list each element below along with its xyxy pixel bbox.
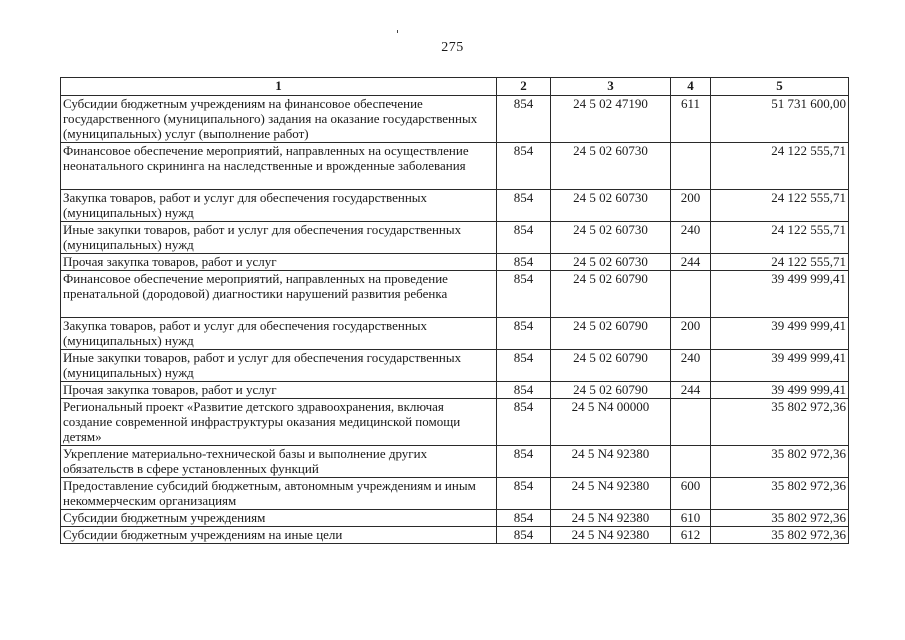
column-header-amount: 5 — [711, 78, 849, 96]
row-target-article-cell: 24 5 02 60790 — [551, 318, 671, 350]
row-amount-cell: 35 802 972,36 — [711, 399, 849, 446]
row-expense-type-cell: 240 — [671, 350, 711, 382]
row-amount-cell: 39 499 999,41 — [711, 382, 849, 399]
row-target-article-cell: 24 5 N4 00000 — [551, 399, 671, 446]
table-row — [61, 382, 849, 399]
column-header-name: 1 — [61, 78, 497, 96]
row-target-article-cell: 24 5 02 60730 — [551, 143, 671, 190]
row-department-cell: 854 — [497, 399, 551, 446]
table-row — [61, 399, 849, 446]
row-target-article-cell: 24 5 N4 92380 — [551, 478, 671, 510]
row-department-cell: 854 — [497, 478, 551, 510]
row-amount-cell: 39 499 999,41 — [711, 318, 849, 350]
table-row — [61, 446, 849, 478]
row-expense-type-cell — [671, 446, 711, 478]
row-expense-type-cell: 611 — [671, 96, 711, 143]
row-name-cell: Субсидии бюджетным учреждениям — [61, 510, 497, 527]
row-amount-cell: 51 731 600,00 — [711, 96, 849, 143]
budget-table — [60, 77, 849, 544]
row-expense-type-cell: 200 — [671, 318, 711, 350]
table-row — [61, 478, 849, 510]
table-row — [61, 510, 849, 527]
row-name-cell: Закупка товаров, работ и услуг для обеспечения государственных (муниципальных) нужд — [61, 318, 497, 350]
row-target-article-cell: 24 5 N4 92380 — [551, 446, 671, 478]
row-amount-cell: 24 122 555,71 — [711, 190, 849, 222]
table-row — [61, 318, 849, 350]
row-name-cell: Финансовое обеспечение мероприятий, направленных на проведение пренатальной (дородовой) диагностики нарушений развития ребенка — [61, 271, 497, 318]
row-expense-type-cell — [671, 143, 711, 190]
table-row — [61, 96, 849, 143]
row-name-cell: Прочая закупка товаров, работ и услуг — [61, 254, 497, 271]
row-target-article-cell: 24 5 N4 92380 — [551, 510, 671, 527]
row-amount-cell: 39 499 999,41 — [711, 350, 849, 382]
row-expense-type-cell: 200 — [671, 190, 711, 222]
row-department-cell: 854 — [497, 510, 551, 527]
row-name-cell: Укрепление материально-технической базы и выполнение других обязательств в сфере установленных функций — [61, 446, 497, 478]
row-name-cell: Предоставление субсидий бюджетным, автономным учреждениям и иным некоммерческим организациям — [61, 478, 497, 510]
row-department-cell: 854 — [497, 190, 551, 222]
row-expense-type-cell — [671, 271, 711, 318]
row-amount-cell: 24 122 555,71 — [711, 254, 849, 271]
row-expense-type-cell: 244 — [671, 382, 711, 399]
table-row — [61, 143, 849, 190]
row-department-cell: 854 — [497, 350, 551, 382]
row-department-cell: 854 — [497, 446, 551, 478]
row-expense-type-cell: 600 — [671, 478, 711, 510]
table-row — [61, 190, 849, 222]
row-amount-cell: 35 802 972,36 — [711, 446, 849, 478]
row-department-cell: 854 — [497, 222, 551, 254]
row-department-cell: 854 — [497, 271, 551, 318]
row-name-cell: Субсидии бюджетным учреждениям на иные цели — [61, 527, 497, 544]
table-header-row — [61, 78, 849, 96]
column-header-expense-type: 4 — [671, 78, 711, 96]
row-expense-type-cell: 610 — [671, 510, 711, 527]
table-row — [61, 222, 849, 254]
row-expense-type-cell — [671, 399, 711, 446]
row-target-article-cell: 24 5 02 60790 — [551, 350, 671, 382]
table-row — [61, 350, 849, 382]
row-target-article-cell: 24 5 02 47190 — [551, 96, 671, 143]
page-number: 275 — [441, 40, 464, 55]
row-department-cell: 854 — [497, 96, 551, 143]
row-department-cell: 854 — [497, 143, 551, 190]
row-name-cell: Субсидии бюджетным учреждениям на финансовое обеспечение государственного (муниципального) задания на оказание государственных (муниципальных) услуг (выполнение работ) — [61, 96, 497, 143]
row-name-cell: Иные закупки товаров, работ и услуг для обеспечения государственных (муниципальных) нужд — [61, 350, 497, 382]
row-department-cell: 854 — [497, 382, 551, 399]
row-target-article-cell: 24 5 02 60790 — [551, 271, 671, 318]
table-row — [61, 527, 849, 544]
column-header-department: 2 — [497, 78, 551, 96]
table-row — [61, 254, 849, 271]
scan-mark — [397, 30, 398, 33]
row-target-article-cell: 24 5 02 60730 — [551, 190, 671, 222]
row-name-cell: Прочая закупка товаров, работ и услуг — [61, 382, 497, 399]
row-amount-cell: 24 122 555,71 — [711, 143, 849, 190]
row-expense-type-cell: 612 — [671, 527, 711, 544]
row-name-cell: Иные закупки товаров, работ и услуг для обеспечения государственных (муниципальных) нужд — [61, 222, 497, 254]
row-expense-type-cell: 240 — [671, 222, 711, 254]
row-target-article-cell: 24 5 02 60730 — [551, 254, 671, 271]
row-amount-cell: 35 802 972,36 — [711, 527, 849, 544]
row-amount-cell: 24 122 555,71 — [711, 222, 849, 254]
row-department-cell: 854 — [497, 527, 551, 544]
row-target-article-cell: 24 5 02 60790 — [551, 382, 671, 399]
row-name-cell: Финансовое обеспечение мероприятий, направленных на осуществление неонатального скрининга на наследственные и врожденные заболевания — [61, 143, 497, 190]
row-amount-cell: 35 802 972,36 — [711, 510, 849, 527]
table-row — [61, 271, 849, 318]
row-amount-cell: 35 802 972,36 — [711, 478, 849, 510]
row-target-article-cell: 24 5 N4 92380 — [551, 527, 671, 544]
row-expense-type-cell: 244 — [671, 254, 711, 271]
column-header-target-article: 3 — [551, 78, 671, 96]
row-target-article-cell: 24 5 02 60730 — [551, 222, 671, 254]
row-name-cell: Региональный проект «Развитие детского здравоохранения, включая создание современной инфраструктуры оказания медицинской помощи детям» — [61, 399, 497, 446]
row-name-cell: Закупка товаров, работ и услуг для обеспечения государственных (муниципальных) нужд — [61, 190, 497, 222]
row-amount-cell: 39 499 999,41 — [711, 271, 849, 318]
row-department-cell: 854 — [497, 254, 551, 271]
row-department-cell: 854 — [497, 318, 551, 350]
